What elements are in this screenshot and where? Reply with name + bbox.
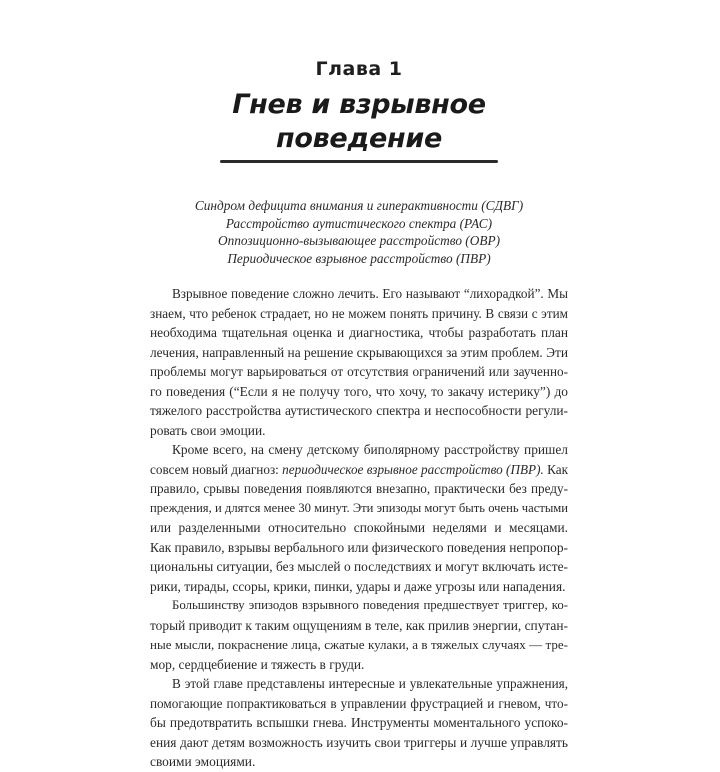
text-line: мор, сердцебиение и тяжесть в груди.: [150, 656, 365, 672]
text-fragment: совсем новый диагноз:: [150, 461, 283, 477]
text-line: или разделенными относительно спокойными неделями и месяцами.: [150, 520, 568, 535]
text-line: своими эмоциями.: [150, 754, 256, 769]
text-line: преждения, и длятся менее 30 минут. Эти эпизоды могут быть очень частыми: [150, 500, 568, 515]
paragraph-1: [150, 284, 568, 440]
text-line: ровать свои эмоции.: [150, 422, 266, 438]
chapter-title: Гнев и взрывное поведение: [232, 89, 486, 154]
text-line: В этой главе представлены интересные и увлекательные упражнения,: [172, 676, 568, 691]
book-page: [150, 58, 568, 772]
paragraph-4: [150, 674, 568, 772]
title-underline: [220, 160, 498, 163]
text-line: необходима тщательная оценка и диагностика, чтобы разработать план: [150, 325, 568, 340]
text-line: Как правило, взрывы вербального или физического поведения непропор-: [150, 539, 568, 555]
text-line: Кроме всего, на смену детскому биполярному расстройству пришел: [172, 442, 568, 457]
paragraph-2: [150, 440, 568, 596]
text-line: го поведения (“Если я не получу того, что хочу, то закачу истерику”) до: [150, 383, 568, 399]
text-line: проблемы могут варьироваться от отсутствия ограничений или заученно-: [150, 364, 568, 379]
text-line: торый приводит к таким ощущениям в теле, как прилив энергии, спутан-: [150, 617, 568, 633]
condition-item: Периодическое взрывное расстройство (ПВР): [227, 250, 491, 266]
body-text: [150, 284, 568, 772]
condition-item: Синдром дефицита внимания и гиперактивности (СДВГ): [194, 198, 524, 213]
text-line: рики, тирады, ссоры, крики, пинки, удары и даже угрозы или нападения.: [150, 578, 566, 594]
text-line: [150, 460, 568, 480]
text-line: лечения, направленный на решение скрывающихся за этим проблем. Эти: [150, 344, 568, 360]
condition-item: Оппозиционно-вызывающее расстройство (ОВР): [217, 233, 501, 248]
conditions-list: [150, 197, 568, 267]
text-line: бы предотвратить вспышки гнева. Инструменты моментального успоко-: [150, 715, 568, 730]
text-line: знаем, что ребенок страдает, но не можем понять причину. В связи с этим: [150, 305, 568, 321]
diagnosis-emphasis: периодическое взрывное расстройство (ПВР).: [282, 461, 544, 477]
text-line: циональны ситуации, без мыслей о последствиях и могут включать исте-: [150, 559, 568, 574]
text-line: Взрывное поведение сложно лечить. Его называют “лихорадкой”. Мы: [172, 286, 568, 301]
text-line: ения дают детям возможность изучить свои триггеры и лучше управлять: [150, 734, 568, 750]
text-fragment: Как: [543, 461, 568, 477]
paragraph-3: [150, 596, 568, 674]
text-line: Большинству эпизодов взрывного поведения предшествует триггер, ко-: [172, 598, 568, 612]
text-line: помогающие попрактиковаться в управлении фрустрацией и гневом, что-: [150, 695, 568, 711]
text-line: тяжелого расстройства аутистического спектра и неспособности регули-: [150, 403, 568, 418]
text-line: правило, срывы поведения появляются внезапно, практически без преду-: [150, 481, 568, 496]
text-line: ные мысли, покраснение лица, сжатые кулаки, а в тяжелых случаях — тре-: [150, 637, 568, 652]
chapter-label: Глава 1: [315, 58, 403, 80]
condition-item: Расстройство аутистического спектра (РАС): [225, 215, 493, 231]
